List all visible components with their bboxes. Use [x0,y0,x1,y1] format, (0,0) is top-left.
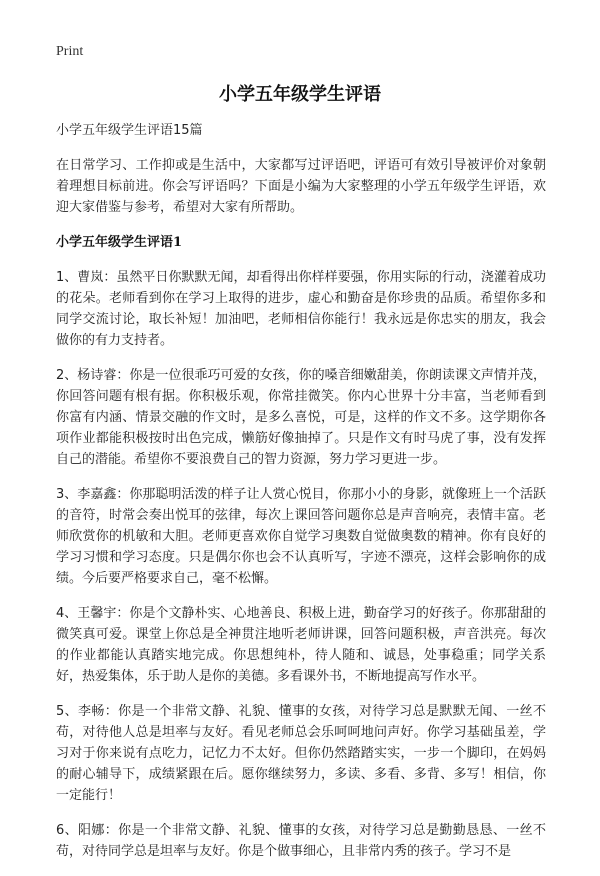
article-subtitle: 小学五年级学生评语15篇 [56,123,203,138]
comment-paragraph: 5、李畅：你是一个非常文静、礼貌、懂事的女孩，对待学习总是默默无闻、一丝不苟，对待他人总是坦率与友好。看见老师总会乐呵呵地问声好。你学习基础虽差，学习对于你来说有点吃力，记忆力不太好。但你仍然踏踏实实，一步一个脚印，在妈妈的耐心辅导下，成绩紧跟在后。愿你继续努力，多读、多看、多背、多写！相信，你一定能行！ [56,704,546,803]
article-body [56,120,546,876]
section-heading: 小学五年级学生评语1 [56,235,183,250]
intro-paragraph: 在日常学习、工作抑或是生活中，大家都写过评语吧，评语可有效引导被评价对象朝着理想目标前进。你会写评语吗？下面是小编为大家整理的小学五年级学生评语，欢迎大家借鉴与参考，希望对大家有所帮助。 [56,158,546,215]
print-link[interactable]: Print [56,44,84,59]
comment-paragraph: 1、曹岚：虽然平日你默默无闻，却看得出你样样要强，你用实际的行动，浇灌着成功的花朵。老师看到你在学习上取得的进步，虚心和勤奋是你珍贵的品质。希望你多和同学交流讨论，取长补短！加油吧，老师相信你能行！我永远是你忠实的朋友，我会做你的有力支持者。 [56,270,546,348]
page-title: 小学五年级学生评语 [219,84,381,105]
comment-paragraph: 6、阳娜：你是一个非常文静、礼貌、懂事的女孩，对待学习总是勤勤恳恳、一丝不苟，对待同学总是坦率与友好。你是个做事细心，且非常内秀的孩子。学习不是 [56,823,546,859]
comment-paragraph: 3、李嘉鑫：你那聪明活泼的样子让人赏心悦目，你那小小的身影，就像班上一个活跃的音符，时常会奏出悦耳的弦律，每次上课回答问题你总是声音响亮，表情丰富。老师欣赏你的机敏和大胆。老师更喜欢你自觉学习奥数自觉做奥数的精神。你有良好的学习习惯和学习态度。只是偶尔你也会不认真听写，字迹不漂亮，这样会影响你的成绩。今后要严格要求自己，毫不松懈。 [56,487,546,586]
comment-paragraph: 4、王馨宇：你是个文静朴实、心地善良、积极上进，勤奋学习的好孩子。你那甜甜的微笑真可爱。课堂上你总是全神贯注地听老师讲课，回答问题积极，声音洪亮。每次的作业都能认真踏实地完成。你思想纯朴，待人随和、诚恳，处事稳重；同学关系好，热爱集体，乐于助人是你的美德。多看课外书，不断地提高写作水平。 [56,606,546,684]
comment-paragraph: 2、杨诗睿：你是一位很乖巧可爱的女孩，你的嗓音细嫩甜美，你朗读课文声情并茂，你回答问题有根有据。你积极乐观，你常挂微笑。你内心世界十分丰富，当老师看到你富有内涵、情景交融的作文时，是多么喜悦，可是，这样的作文不多。这学期你各项作业都能积极按时出色完成，懒筋好像抽掉了。只是作文有时马虎了事，没有发挥自己的潜能。希望你不要浪费自己的智力资源，努力学习更进一步。 [56,368,546,467]
